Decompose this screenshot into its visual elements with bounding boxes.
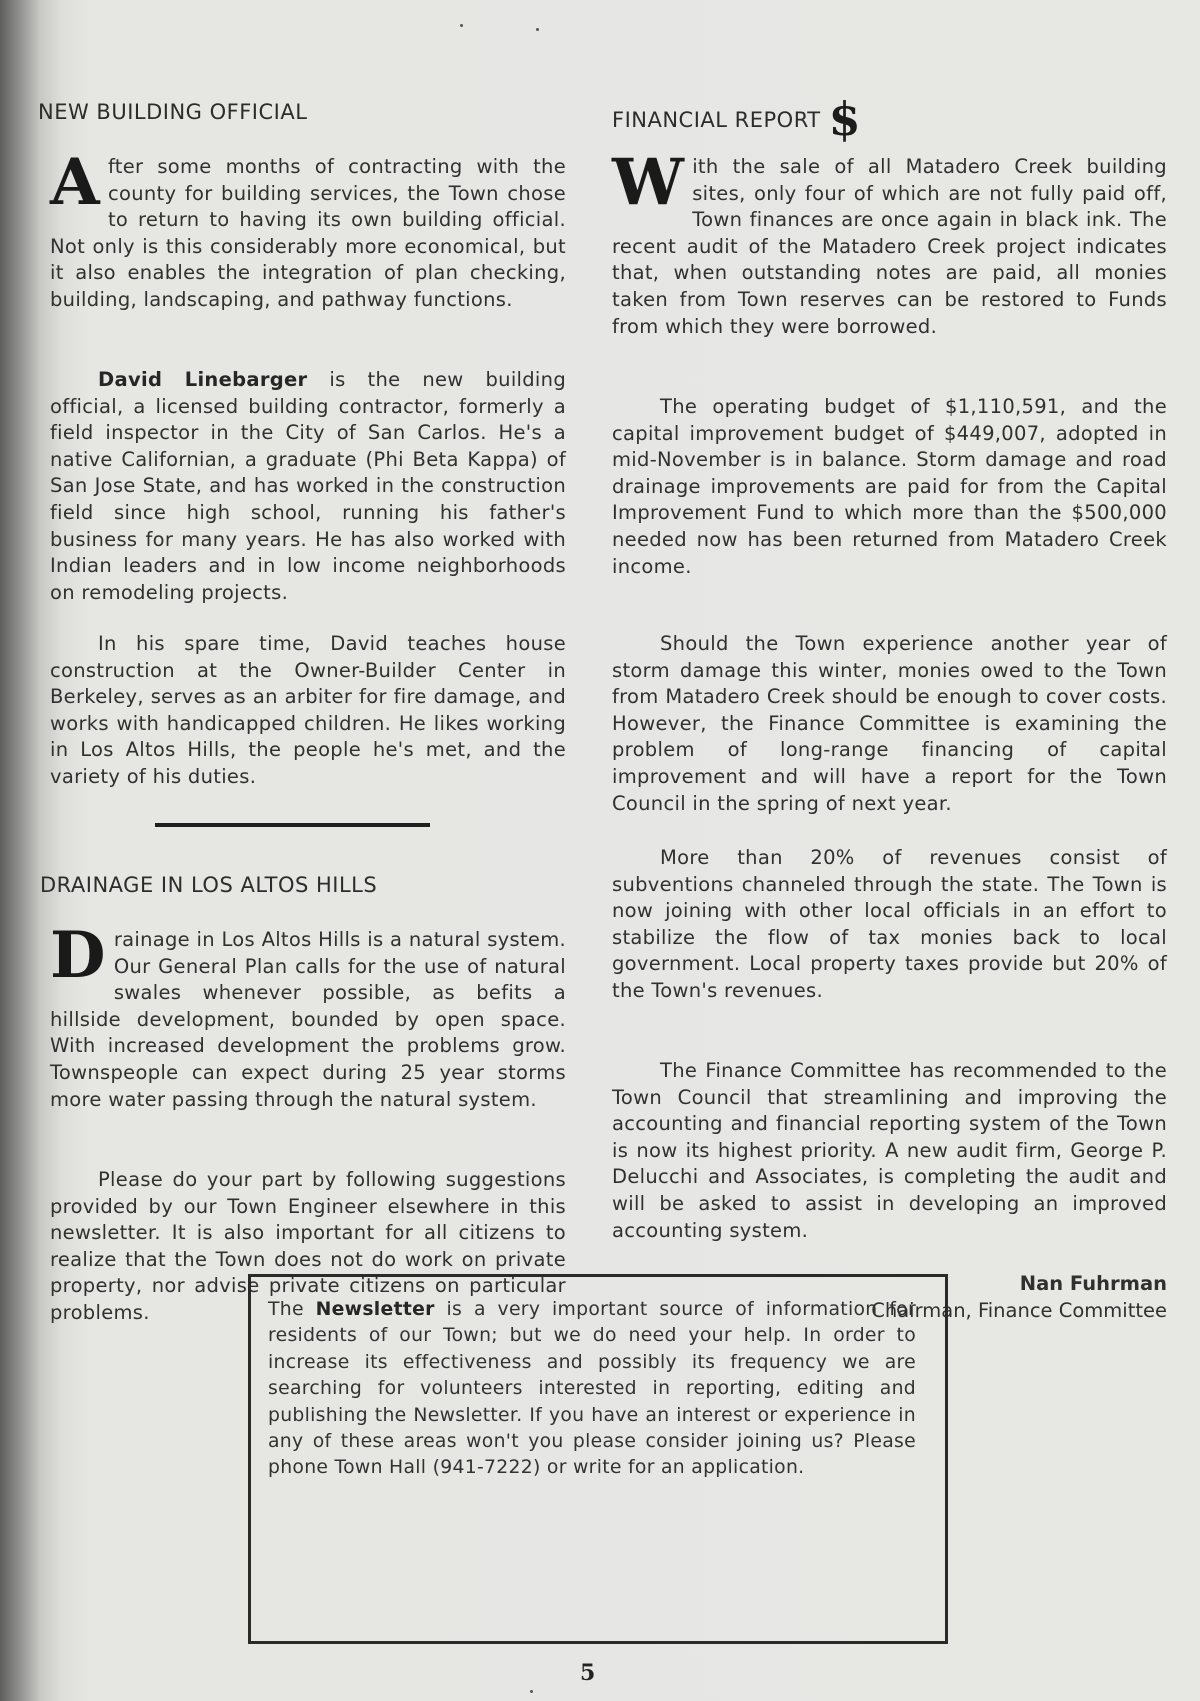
- building-official-paragraph-2-text: is the new building official, a licensed building contractor, formerly a field inspector in the City of San Carlos. He's a native Californian, a graduate (Phi Beta Kappa) of San Jose State, and has worked in the construction field since high school, running his father's business for many years. He has also worked with Indian leaders and in low income neighborhoods on remodeling projects.: [50, 368, 566, 604]
- financial-paragraph-3: Should the Town experience another year of storm damage this winter, monies owed to the Town from Matadero Creek should be enough to cover costs. However, the Finance Committee is examining the problem of long-range financing of capital improvement and will have a report for the Town Council in the spring of next year.: [612, 632, 1167, 815]
- building-official-paragraph-1: [50, 145, 566, 314]
- drop-cap-w: W: [612, 145, 685, 220]
- financial-paragraph-1-text: ith the sale of all Matadero Creek building sites, only four of which are not fully paid off, Town finances are once again in black ink. The recent audit of the Matadero Creek project indicates that, when outstanding notes are paid, all monies taken from Town reserves can be restored to Funds from which they were borrowed.: [612, 155, 1167, 338]
- building-official-paragraph-2: [50, 367, 566, 606]
- building-official-paragraph-1-text: fter some months of contracting with the county for building services, the Town chose to return to having its own building official. Not only is this considerably more economical, but it also enables the integration of plan checking, building, landscaping, and pathway functions.: [50, 155, 566, 311]
- official-name: David Linebarger: [98, 368, 308, 391]
- financial-report-heading-text: FINANCIAL REPORT: [612, 108, 821, 132]
- signature-title: Chairman, Finance Committee: [871, 1299, 1167, 1322]
- volunteer-notice-box: [248, 1274, 948, 1644]
- notice-body: is a very important source of information for residents of our Town; but we do need your help. In order to increase its effectiveness and possibly its frequency we are searching for volunteers interested in reporting, editing and publishing the Newsletter. If you have an interest or experience in any of these areas won't you please consider joining us? Please phone Town Hall (941-7222) or write for an application.: [268, 1299, 916, 1479]
- notice-lead: The: [268, 1299, 316, 1320]
- page-number: 5: [580, 1660, 596, 1686]
- notice-newsletter-bold: Newsletter: [315, 1299, 435, 1320]
- section-divider-rule: [155, 823, 430, 827]
- financial-paragraph-5: The Finance Committee has recommended to the Town Council that streamlining and improving the accounting and financial reporting system of the Town is now its highest priority. A new audit firm, George P. Delucchi and Associates, is completing the audit and will be asked to assist in developing an improved accounting system.: [612, 1059, 1167, 1242]
- print-speck: [530, 1690, 533, 1693]
- financial-paragraph-1: [612, 145, 1167, 340]
- drainage-paragraph-1-text: rainage in Los Altos Hills is a natural system. Our General Plan calls for the use of natural swales whenever possible, as befits a hillside development, bounded by open space. With increased development the problems grow. Townspeople can expect during 25 year storms more water passing through the natural system.: [50, 928, 566, 1111]
- drainage-heading: DRAINAGE IN LOS ALTOS HILLS: [40, 873, 378, 897]
- drop-cap-a: A: [50, 145, 100, 220]
- financial-paragraph-4: More than 20% of revenues consist of subventions channeled through the state. The Town is now joining with other local officials in an effort to stabilize the flow of tax monies back to local government. Local property taxes provide but 20% of the Town's revenues.: [612, 846, 1167, 1002]
- print-speck: [536, 28, 539, 31]
- drop-cap-d: D: [50, 918, 106, 993]
- drainage-paragraph-2: Please do your part by following suggestions provided by our Town Engineer elsewhere in this newsletter. It is also important for all citizens to realize that the Town does not do work on private property, nor advise private citizens on particular problems.: [50, 1168, 566, 1324]
- print-speck: [460, 24, 463, 27]
- drainage-paragraph-1: [50, 918, 566, 1113]
- volunteer-notice-text: [268, 1297, 916, 1482]
- financial-paragraph-2: The operating budget of $1,110,591, and the capital improvement budget of $449,007, adopted in mid-November is in balance. Storm damage and road drainage improvements are paid for from the Capital Improvement Fund to which more than the $500,000 needed now has been returned from Matadero Creek income.: [612, 395, 1167, 578]
- building-official-paragraph-3: In his spare time, David teaches house construction at the Owner-Builder Center in Berkeley, serves as an arbiter for fire damage, and works with handicapped children. He likes working in Los Altos Hills, the people he's met, and the variety of his duties.: [50, 632, 566, 788]
- dollar-sign-icon: $: [828, 92, 862, 146]
- building-official-heading: NEW BUILDING OFFICIAL: [38, 100, 308, 124]
- financial-report-heading: [612, 92, 861, 146]
- signature-name: Nan Fuhrman: [1019, 1272, 1167, 1295]
